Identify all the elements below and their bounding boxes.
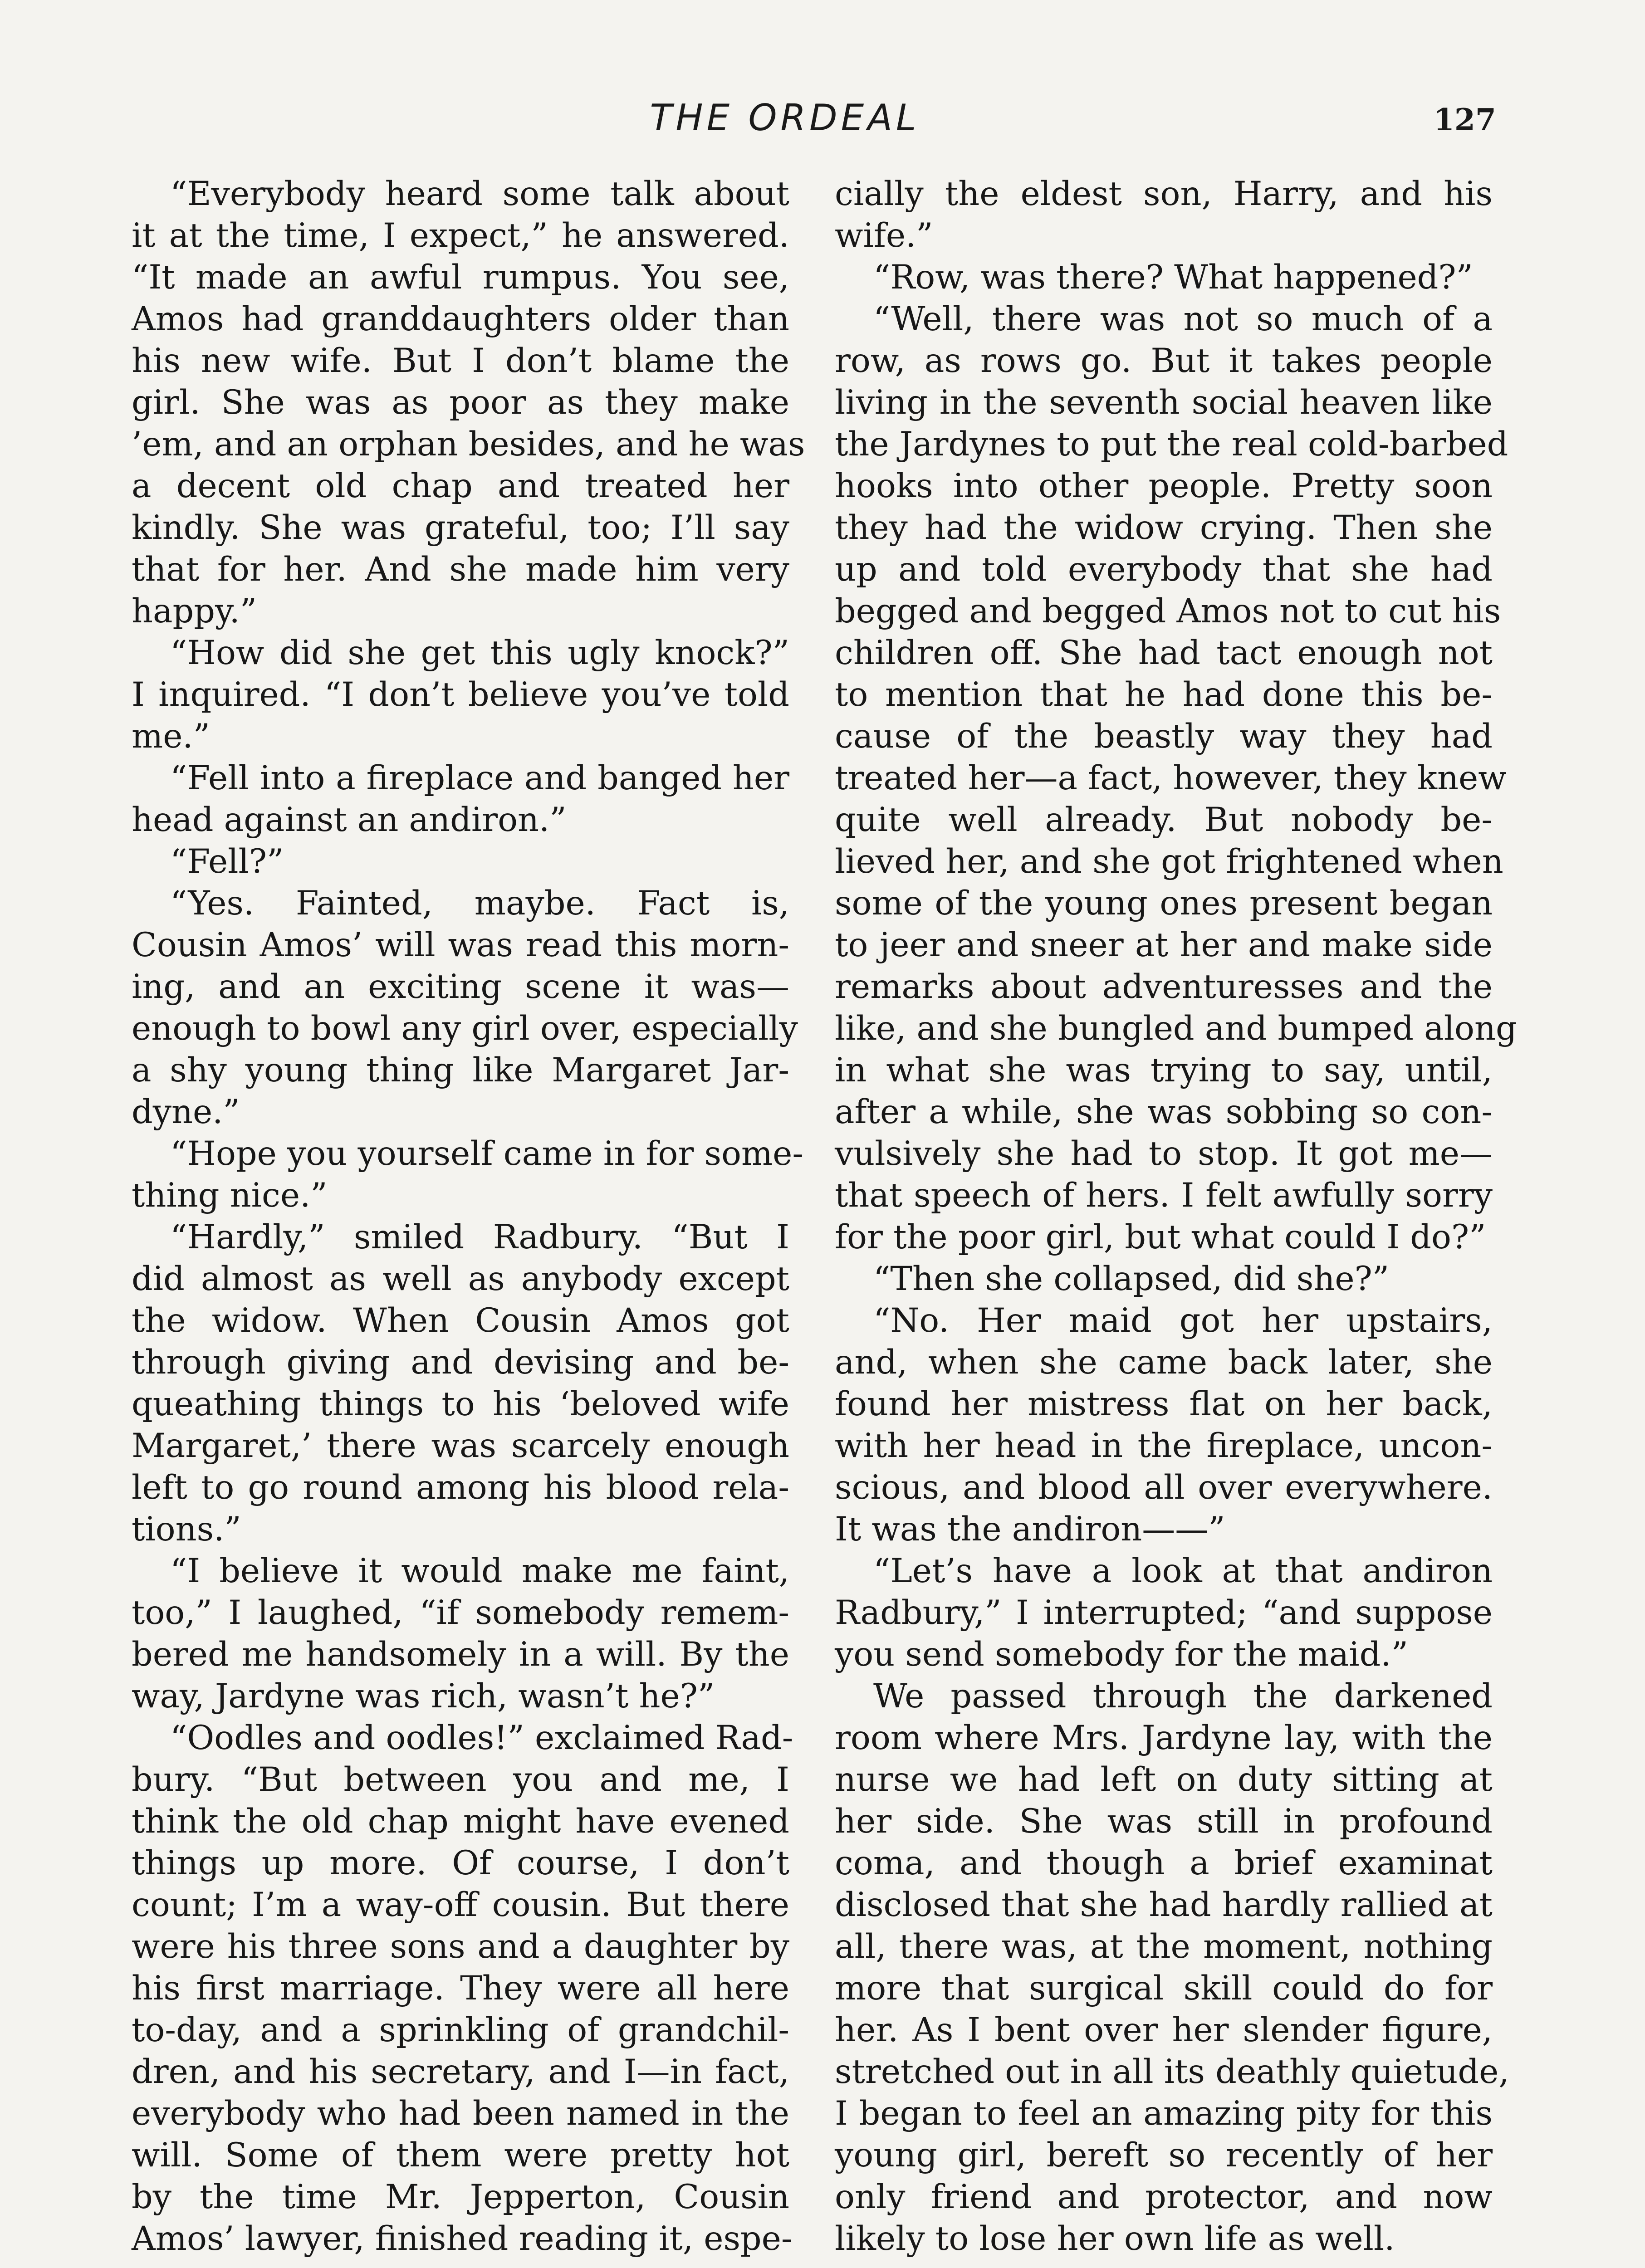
text-line: “Hardly,” smiled Radbury. “But I — [170, 1218, 789, 1256]
text-line: “No. Her maid got her upstairs, — [873, 1301, 1493, 1340]
text-line: “Row, was there? What happened?” — [873, 258, 1473, 297]
text-line: bered me handsomely in a will. By the — [132, 1635, 789, 1674]
text-line: with her head in the fireplace, uncon- — [835, 1427, 1493, 1465]
text-line: girl. She was as poor as they make — [132, 383, 789, 422]
text-line: dren, and his secretary, and I—in fact, — [132, 2053, 789, 2091]
text-line: stretched out in all its deathly quietude, — [835, 2053, 1509, 2091]
text-line: It was the andiron——” — [835, 1510, 1225, 1549]
text-line: all, there was, at the moment, nothing — [835, 1927, 1493, 1966]
text-line: in what she was trying to say, until, — [835, 1051, 1493, 1090]
text-line: “How did she get this ugly knock?” — [170, 634, 789, 672]
text-line: quite well already. But nobody be- — [835, 801, 1493, 839]
text-line: hooks into other people. Pretty soon — [835, 467, 1493, 505]
text-line: that speech of hers. I felt awfully sorry — [835, 1176, 1493, 1215]
text-line: too,” I laughed, “if somebody remem- — [132, 1593, 789, 1632]
page-number: 127 — [1434, 102, 1496, 137]
text-line: children off. She had tact enough not — [835, 634, 1493, 672]
text-line: nurse we had left on duty sitting at — [835, 1760, 1493, 1799]
text-line: cially the eldest son, Harry, and his — [835, 175, 1493, 213]
text-line: bury. “But between you and me, I — [132, 1760, 789, 1799]
text-line: his first marriage. They were all here — [132, 1969, 789, 2008]
text-column-right — [835, 173, 1517, 2260]
text-line: his new wife. But I don’t blame the — [132, 342, 789, 380]
text-line: to jeer and sneer at her and make side — [835, 926, 1493, 964]
text-line: I inquired. “I don’t believe you’ve told — [132, 675, 789, 714]
text-line: coma, and though a brief examinat — [835, 1844, 1493, 1882]
text-line: “Then she collapsed, did she?” — [873, 1260, 1390, 1298]
text-line: Amos’ lawyer, finished reading it, espe- — [132, 2219, 793, 2258]
text-line: they had the widow crying. Then she — [835, 508, 1493, 547]
text-line: did almost as well as anybody except — [132, 1260, 789, 1298]
text-line: “I believe it would make me faint, — [170, 1552, 789, 1590]
text-line: were his three sons and a daughter by — [132, 1927, 789, 1966]
text-line: enough to bowl any girl over, especially — [132, 1009, 798, 1048]
text-line: things up more. Of course, I don’t — [132, 1844, 789, 1882]
text-line: scious, and blood all over everywhere. — [835, 1468, 1493, 1507]
text-line: “Fell into a fireplace and banged her — [170, 759, 789, 797]
text-line: queathing things to his ‘beloved wife — [132, 1385, 789, 1423]
text-line: by the time Mr. Jepperton, Cousin — [132, 2178, 789, 2216]
text-line: to mention that he had done this be- — [835, 675, 1493, 714]
text-line: “Everybody heard some talk about — [170, 175, 789, 213]
text-line: you send somebody for the maid.” — [835, 1635, 1408, 1674]
text-line: room where Mrs. Jardyne lay, with the — [835, 1719, 1493, 1757]
text-line: it at the time, I expect,” he answered. — [132, 216, 789, 255]
text-line: “Oodles and oodles!” exclaimed Rad- — [170, 1719, 793, 1757]
text-line: treated her—a fact, however, they knew — [835, 759, 1507, 797]
text-line: young girl, bereft so recently of her — [835, 2136, 1493, 2175]
text-line: begged and begged Amos not to cut his — [835, 592, 1501, 631]
text-line: “Fell?” — [170, 842, 284, 881]
text-line: some of the young ones present began — [835, 884, 1493, 923]
text-line: “Well, there was not so much of a — [873, 300, 1493, 338]
text-line: more that surgical skill could do for — [835, 1969, 1493, 2008]
text-line: vulsively she had to stop. It got me— — [835, 1134, 1493, 1173]
text-line: living in the seventh social heaven like — [835, 383, 1493, 422]
text-line: everybody who had been named in the — [132, 2094, 789, 2133]
text-column-left — [132, 173, 805, 2260]
text-line: for the poor girl, but what could I do?” — [835, 1218, 1486, 1256]
text-line: to-day, and a sprinkling of grandchil- — [132, 2011, 789, 2049]
text-line: after a while, she was sobbing so con- — [835, 1093, 1493, 1131]
text-line: wife.” — [835, 216, 933, 255]
text-line: disclosed that she had hardly rallied at — [835, 1886, 1493, 1924]
text-line: will. Some of them were pretty hot — [132, 2136, 789, 2175]
text-line: ’em, and an orphan besides, and he was — [132, 425, 805, 464]
text-line: a decent old chap and treated her — [132, 467, 789, 505]
text-line: dyne.” — [132, 1093, 240, 1131]
text-line: ing, and an exciting scene it was— — [132, 968, 789, 1006]
text-line: left to go round among his blood rela- — [132, 1468, 789, 1507]
text-line: cause of the beastly way they had — [835, 717, 1493, 756]
text-line: kindly. She was grateful, too; I’ll say — [132, 508, 789, 547]
text-line: me.” — [132, 717, 210, 756]
text-line: found her mistress flat on her back, — [835, 1385, 1493, 1423]
text-line: I began to feel an amazing pity for this — [835, 2094, 1493, 2133]
text-line: “Let’s have a look at that andiron — [873, 1552, 1493, 1590]
text-line: tions.” — [132, 1510, 241, 1549]
text-line: only friend and protector, and now — [835, 2178, 1493, 2216]
text-line: happy.” — [132, 592, 257, 631]
text-line: “Yes. Fainted, maybe. Fact is, — [170, 884, 789, 923]
text-line: We passed through the darkened — [873, 1677, 1493, 1716]
text-line: think the old chap might have evened — [132, 1802, 789, 1841]
text-line: the Jardynes to put the real cold-barbed — [835, 425, 1508, 464]
text-line: Margaret,’ there was scarcely enough — [132, 1427, 789, 1465]
text-line: the widow. When Cousin Amos got — [132, 1301, 789, 1340]
running-head — [0, 93, 1645, 147]
text-line: her side. She was still in profound — [835, 1802, 1493, 1841]
text-line: lieved her, and she got frightened when — [835, 842, 1503, 881]
text-line: Radbury,” I interrupted; “and suppose — [835, 1593, 1493, 1632]
text-line: count; I’m a way-off cousin. But there — [132, 1886, 789, 1924]
text-line: row, as rows go. But it takes people — [835, 342, 1493, 380]
text-line: “It made an awful rumpus. You see, — [132, 258, 789, 297]
text-line: way, Jardyne was rich, wasn’t he?” — [132, 1677, 715, 1716]
text-line: “Hope you yourself came in for some- — [170, 1134, 803, 1173]
text-line: thing nice.” — [132, 1176, 328, 1215]
text-line: a shy young thing like Margaret Jar- — [132, 1051, 789, 1090]
text-line: like, and she bungled and bumped along — [835, 1009, 1517, 1048]
text-line: her. As I bent over her slender figure, — [835, 2011, 1493, 2049]
text-line: Amos had granddaughters older than — [132, 300, 789, 338]
text-line: that for her. And she made him very — [132, 550, 789, 589]
text-line: head against an andiron.” — [132, 801, 567, 839]
text-line: through giving and devising and be- — [132, 1343, 789, 1382]
text-line: and, when she came back later, she — [835, 1343, 1493, 1382]
text-line: remarks about adventuresses and the — [835, 968, 1493, 1006]
text-line: likely to lose her own life as well. — [835, 2219, 1395, 2258]
journal-title: THE ORDEAL — [650, 97, 920, 139]
text-line: Cousin Amos’ will was read this morn- — [132, 926, 789, 964]
text-line: up and told everybody that she had — [835, 550, 1493, 589]
